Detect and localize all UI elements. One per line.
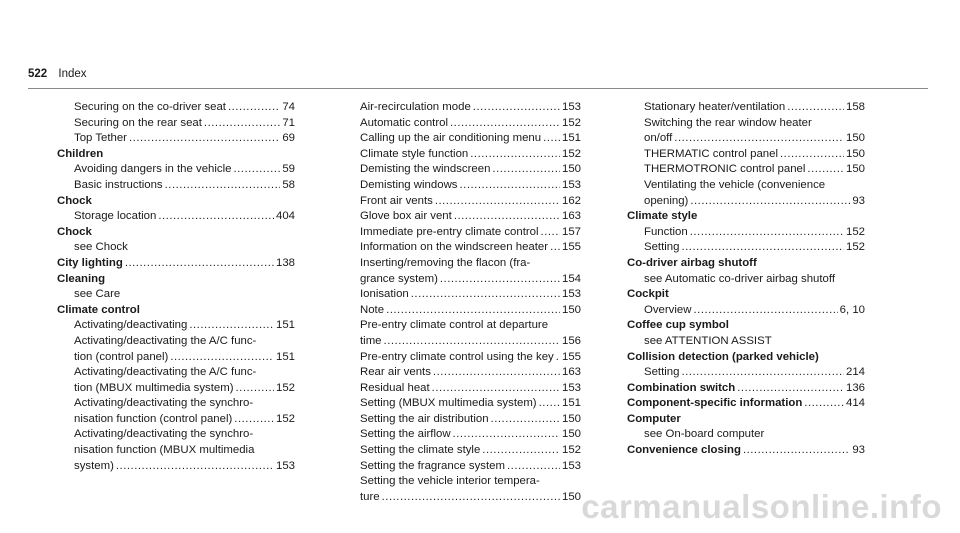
index-subentry [343,256,581,287]
index-subentry-row [74,178,295,194]
index-subentry-row [360,443,581,459]
page-reference: 151 [561,397,581,410]
page-reference: 151 [561,132,581,145]
index-subentry [57,427,295,474]
index-entry [627,209,865,256]
page-header [28,68,87,80]
index-subentry-row [74,412,295,428]
dot-leader [236,381,274,397]
index-subentry-row [360,303,581,319]
page-reference: 153 [561,459,581,472]
index-subentry [57,396,295,427]
page-reference: 150 [561,412,581,425]
dot-leader [384,334,560,350]
index-subentry-text: see ATTENTION ASSIST [644,334,772,347]
index-column-3 [627,100,865,459]
index-subentry-row [644,240,865,256]
index-entry-title: Combination switch [627,381,736,394]
index-subentry-text: Calling up the air conditioning menu [360,132,542,145]
index-entry [343,100,581,505]
index-subentry-text: system) [74,459,114,472]
index-subentry-row [360,131,581,147]
index-subentry-text: see Care [74,288,121,301]
index-subentry [343,396,581,412]
index-subentry-text: tion (MBUX multimedia system) [74,381,234,394]
index-subentry [343,209,581,225]
page-reference: 214 [845,366,865,379]
page-reference: 153 [561,101,581,113]
page-reference: 58 [282,178,295,191]
index-subentry-text: Rear air vents [360,366,431,379]
index-subentry-text: Setting the fragrance system [360,459,505,472]
index-subentry-text: Demisting the windscreen [360,163,491,176]
page-reference: 162 [561,194,581,207]
index-subentry-text: Basic instructions [74,178,163,191]
index-subentry-row [360,287,581,303]
index-subentry-row [74,350,295,366]
page-reference: 59 [282,163,295,176]
page-reference: 74 [282,101,295,113]
index-subentry [343,303,581,319]
page-reference: 152 [561,147,581,160]
dot-leader [460,178,560,194]
index-entry [57,303,295,475]
page-reference: 152 [275,412,295,425]
index-subentry [627,365,865,381]
index-subentry [57,287,295,303]
index-subentry [343,427,581,443]
index-subentry-row [360,350,581,366]
page-reference: 157 [561,225,581,238]
index-subentry-text: Activating/deactivating the A/C func- [74,334,257,347]
index-subentry-row [74,209,295,225]
index-subentry [343,240,581,256]
dot-leader [787,100,844,116]
dot-leader [411,287,560,303]
page-reference: 404 [275,210,295,223]
index-subentry-text: see Chock [74,241,128,254]
dot-leader [170,350,274,366]
index-entry [57,256,295,272]
dot-leader [204,116,280,132]
dot-leader [690,194,850,210]
index-subentry-text: Setting [644,241,680,254]
dot-leader [492,162,560,178]
index-entry-title: Coffee cup symbol [627,319,729,332]
section-title: Index [58,68,87,80]
dot-leader [440,272,560,288]
page-reference: 150 [561,428,581,441]
dot-leader [550,240,560,256]
index-subentry-row [360,116,581,132]
dot-leader [382,490,560,506]
index-subentry-text: Air-recirculation mode [360,101,471,113]
index-entry-title: Climate control [57,303,140,316]
index-entry-title-row [627,396,865,412]
index-subentry [57,334,295,365]
index-subentry [343,443,581,459]
index-subentry-row [360,365,581,381]
dot-leader [482,443,560,459]
index-subentry-row [74,100,295,116]
index-subentry-text: Information on the windscreen heater [360,241,549,254]
index-entry [57,272,295,303]
page-reference: 414 [845,397,865,410]
index-subentry-row [644,131,865,147]
dot-leader [116,459,274,475]
page-reference: 6, 10 [839,303,865,316]
index-subentry-text: Setting the vehicle interior tempera- [360,475,540,488]
index-entry [57,194,295,225]
page-reference: 150 [845,147,865,160]
index-entry [627,350,865,381]
index-subentry [343,412,581,428]
index-subentry [343,459,581,475]
page-reference: 151 [275,319,295,332]
index-subentry [343,194,581,210]
index-entry-title-row [627,381,865,397]
index-subentry [627,427,865,443]
index-subentry [627,303,865,319]
page-reference: 163 [561,366,581,379]
index-subentry [627,147,865,163]
index-subentry [57,365,295,396]
index-entry [627,443,865,459]
index-entry [57,225,295,256]
index-subentry-text: Top Tether [74,132,127,145]
index-entry [627,100,865,209]
index-entry [627,256,865,287]
index-subentry [627,116,865,147]
index-subentry-row [360,240,581,256]
index-subentry-row [360,490,581,506]
index-subentry-text: Inserting/removing the flacon (fra- [360,256,531,269]
dot-leader [234,412,274,428]
dot-leader [541,225,560,241]
index-subentry-text: Activating/deactivating the synchro- [74,397,254,410]
dot-leader [470,147,560,163]
index-entry-title: Co-driver airbag shutoff [627,256,757,269]
dot-leader [454,209,560,225]
index-subentry-row [644,194,865,210]
index-subentry-row [360,459,581,475]
page-reference: 163 [561,210,581,223]
index-subentry [57,162,295,178]
index-column-1 [57,100,295,474]
index-subentry-row [360,225,581,241]
index-subentry [627,162,865,178]
index-subentry-text: Setting the airflow [360,428,451,441]
index-subentry-row [360,381,581,397]
page-reference: 153 [275,459,295,472]
index-subentry [343,131,581,147]
dot-leader [125,256,274,272]
index-subentry-text: Switching the rear window heater [644,116,812,129]
index-subentry-text: THERMATIC control panel [644,147,778,160]
page-reference: 153 [561,178,581,191]
index-entry-title: Cleaning [57,272,106,285]
index-subentry-text: Stationary heater/ventilation [644,101,786,113]
index-entry-title-row [627,443,865,459]
index-subentry-row [360,100,581,116]
index-subentry-text: Overview [644,303,692,316]
index-subentry-row [644,162,865,178]
index-entry-title: Children [57,147,104,160]
dot-leader [674,131,844,147]
dot-leader [690,225,844,241]
index-subentry-row [360,412,581,428]
index-entry-title: Convenience closing [627,444,741,457]
index-subentry-row [360,272,581,288]
index-subentry-row [74,459,295,475]
index-subentry-text: Automatic control [360,116,448,129]
index-entry-title: Chock [57,225,92,238]
index-subentry-text: Setting [644,366,680,379]
index-subentry [627,240,865,256]
index-entry-title: Chock [57,194,92,207]
index-subentry [343,116,581,132]
index-subentry [57,209,295,225]
page-reference: 150 [845,163,865,176]
index-subentry-text: on/off [644,132,673,145]
dot-leader [433,365,560,381]
index-entry-title: Component-specific information [627,397,803,410]
index-subentry-text: Residual heat [360,381,430,394]
dot-leader [543,131,560,147]
page-number: 522 [28,68,48,80]
index-subentry-row [74,162,295,178]
index-subentry-text: Activating/deactivating the synchro- [74,428,254,441]
index-subentry-text: Note [360,303,385,316]
index-subentry-row [644,225,865,241]
dot-leader [804,396,844,412]
index-subentry [627,272,865,288]
page-reference: 150 [845,132,865,145]
dot-leader [473,100,560,116]
index-subentry-text: THERMOTRONIC control panel [644,163,806,176]
page-reference: 93 [852,194,865,207]
dot-leader [386,303,560,319]
page-reference: 152 [845,241,865,254]
dot-leader [780,147,844,163]
index-subentry [343,162,581,178]
index-subentry-text: Function [644,225,688,238]
page-reference: 151 [275,350,295,363]
index-subentry-text: Securing on the rear seat [74,116,202,129]
index-subentry-text: Setting the climate style [360,444,481,457]
page-reference: 150 [561,303,581,316]
index-subentry-text: Securing on the co-driver seat [74,101,226,113]
page-reference: 154 [561,272,581,285]
index-subentry [343,365,581,381]
dot-leader [737,381,844,397]
page-reference: 136 [845,381,865,394]
index-subentry-text: tion (control panel) [74,350,169,363]
index-subentry-text: Climate style function [360,147,469,160]
dot-leader [556,350,560,366]
index-subentry-text: nisation function (MBUX multimedia [74,444,255,457]
index-subentry [343,350,581,366]
page-reference: 93 [852,444,865,457]
index-entry-title: Collision detection (parked vehicle) [627,350,819,363]
dot-leader [233,162,280,178]
index-subentry-row [360,178,581,194]
index-subentry-row [74,381,295,397]
index-subentry-text: Glove box air vent [360,210,452,223]
index-subentry [343,287,581,303]
page-reference: 153 [561,288,581,301]
page-reference: 152 [561,444,581,457]
index-entry-title: Climate style [627,210,698,223]
dot-leader [189,318,274,334]
index-subentry [57,318,295,334]
index-subentry-text: Activating/deactivating the A/C func- [74,366,257,379]
dot-leader [491,412,560,428]
index-subentry-text: Ventilating the vehicle (convenience [644,178,826,191]
index-subentry-row [644,147,865,163]
index-subentry-row [644,100,865,116]
dot-leader [158,209,274,225]
index-subentry-text: nisation function (control panel) [74,412,233,425]
index-subentry-row [74,131,295,147]
index-subentry-text: Pre-entry climate control using the key [360,350,554,363]
page-reference: 138 [275,256,295,269]
index-subentry-text: ture [360,490,380,503]
index-subentry [57,240,295,256]
page-reference: 150 [561,490,581,503]
page-reference: 69 [282,132,295,145]
index-subentry [627,225,865,241]
index-entry [627,396,865,412]
index-subentry [57,116,295,132]
index-subentry [57,178,295,194]
page-reference: 152 [275,381,295,394]
index-subentry-text: Pre-entry climate control at departure [360,319,549,332]
index-subentry [343,178,581,194]
index-subentry-row [360,427,581,443]
index-subentry-row [644,303,865,319]
index-entry [627,381,865,397]
index-entry-title-row [57,256,295,272]
dot-leader [681,365,844,381]
page-reference: 71 [282,116,295,129]
index-subentry [343,100,581,116]
page-reference: 150 [561,163,581,176]
index-subentry [343,318,581,349]
dot-leader [743,443,850,459]
index-entry [627,412,865,443]
index-subentry-row [74,116,295,132]
page-reference: 156 [561,334,581,347]
index-subentry-row [74,318,295,334]
page-reference: 152 [845,225,865,238]
index-entry [57,147,295,194]
index-subentry-row [360,396,581,412]
dot-leader [681,240,844,256]
index-subentry-text: Setting (MBUX multimedia system) [360,397,537,410]
index-subentry-text: see On-board computer [644,428,765,441]
index-subentry-text: Front air vents [360,194,433,207]
index-subentry [627,178,865,209]
index-entry [627,287,865,318]
dot-leader [693,303,837,319]
index-subentry-row [644,365,865,381]
index-subentry-row [360,334,581,350]
index-subentry [343,474,581,505]
index-subentry-text: opening) [644,194,689,207]
index-subentry-row [360,209,581,225]
index-entry-title: Computer [627,412,681,425]
dot-leader [539,396,560,412]
dot-leader [165,178,281,194]
index-subentry-text: Setting the air distribution [360,412,489,425]
page-reference: 155 [561,241,581,254]
page-reference: 153 [561,381,581,394]
index-subentry-text: see Automatic co-driver airbag shutoff [644,272,835,285]
index-subentry [343,225,581,241]
index-subentry-text: time [360,334,382,347]
page-reference: 155 [561,350,581,363]
index-subentry-row [360,147,581,163]
index-subentry-text: Activating/deactivating [74,319,188,332]
index-subentry [343,381,581,397]
header-divider [28,88,928,89]
index-subentry-row [360,194,581,210]
index-entry [57,100,295,147]
index-subentry [343,147,581,163]
index-subentry [627,100,865,116]
watermark-logo: carmanualsonline.info [581,488,942,525]
index-column-2 [343,100,581,505]
dot-leader [507,459,560,475]
index-subentry [57,131,295,147]
dot-leader [450,116,560,132]
index-entry [627,318,865,349]
dot-leader [129,131,280,147]
dot-leader [435,194,560,210]
index-subentry-text: Demisting windows [360,178,458,191]
index-subentry-row [360,162,581,178]
index-subentry-text: Ionisation [360,288,409,301]
dot-leader [432,381,560,397]
index-subentry [57,100,295,116]
page-reference: 158 [845,101,865,113]
index-entry-title: City lighting [57,256,123,269]
index-subentry-text: Storage location [74,210,157,223]
dot-leader [807,162,844,178]
index-subentry [627,334,865,350]
index-subentry-text: Avoiding dangers in the vehicle [74,163,232,176]
dot-leader [228,100,280,116]
page-reference: 152 [561,116,581,129]
index-subentry-text: Immediate pre-entry climate control [360,225,539,238]
dot-leader [453,427,560,443]
index-subentry-text: grance system) [360,272,438,285]
index-entry-title: Cockpit [627,288,669,301]
